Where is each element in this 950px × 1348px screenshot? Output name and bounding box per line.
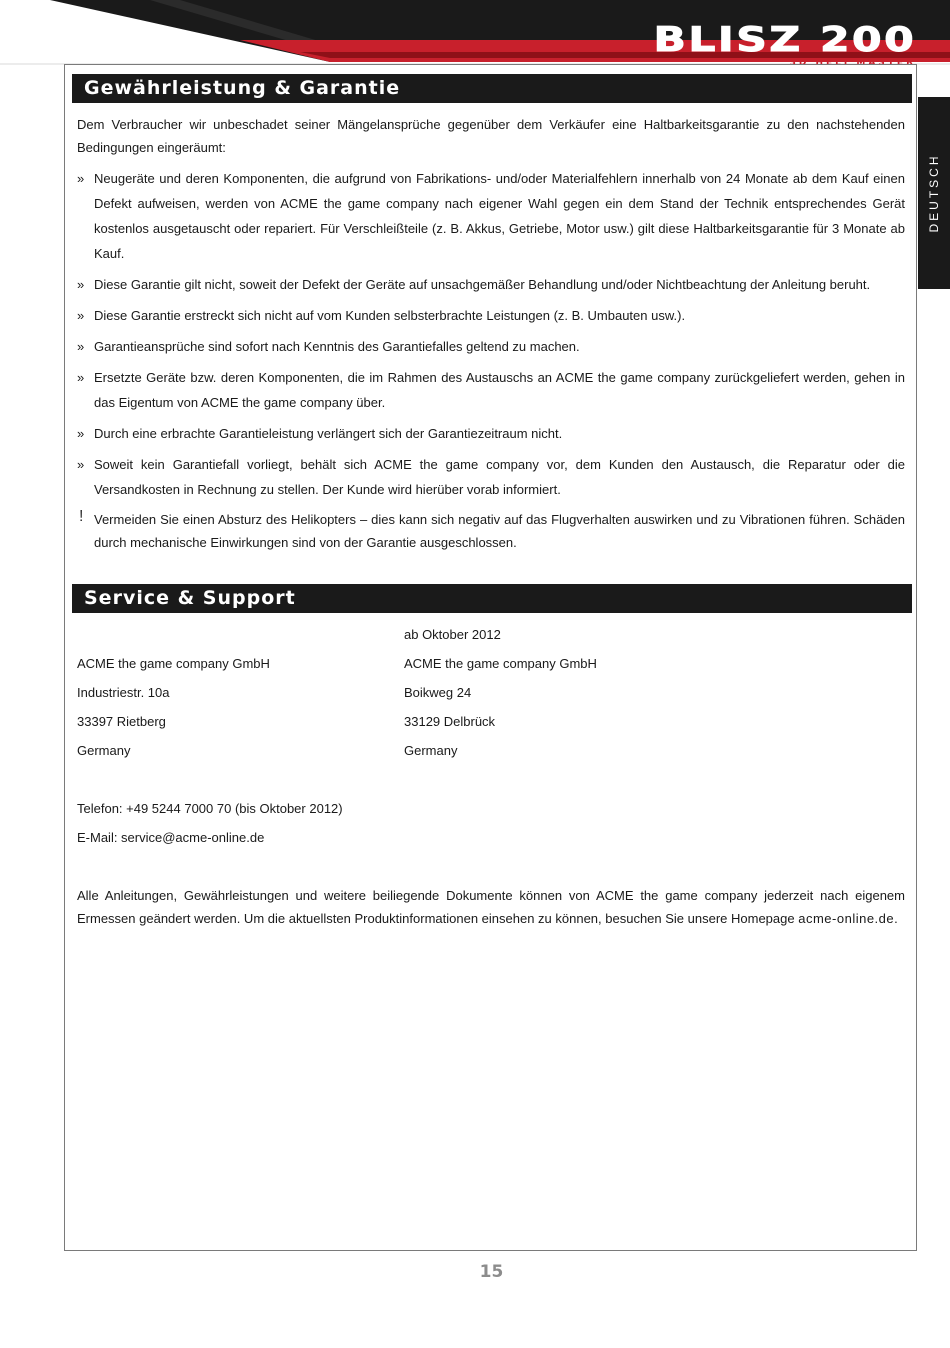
bullet-marker: » bbox=[77, 277, 85, 292]
warranty-bullets bbox=[77, 166, 905, 508]
language-tab bbox=[918, 97, 950, 289]
warning-icon: ! bbox=[79, 508, 84, 525]
list-item bbox=[77, 166, 905, 266]
bullet-marker: » bbox=[77, 308, 85, 323]
brand-logo bbox=[653, 20, 916, 68]
address-line: 33129 Delbrück bbox=[404, 714, 496, 729]
address-old bbox=[77, 649, 270, 765]
bullet-marker: » bbox=[77, 457, 85, 472]
bullet-text: Diese Garantie erstreckt sich nicht auf vom Kunden selbsterbrachte Leistungen (z. B. Umbauten usw.). bbox=[94, 308, 686, 323]
warranty-heading: Gewährleistung & Garantie bbox=[72, 74, 912, 103]
phone-line: Telefon: +49 5244 7000 70 (bis Oktober 2012) bbox=[77, 801, 343, 816]
address-line: ACME the game company GmbH bbox=[77, 656, 270, 671]
address-line: Boikweg 24 bbox=[404, 685, 472, 700]
list-item bbox=[77, 334, 905, 359]
list-item bbox=[77, 421, 905, 446]
service-notice bbox=[77, 884, 905, 930]
homepage-link[interactable]: acme-online.de. bbox=[798, 911, 899, 926]
list-item bbox=[77, 272, 905, 297]
warning-note bbox=[77, 508, 905, 554]
address-line: ACME the game company GmbH bbox=[404, 656, 597, 671]
email-line: E-Mail: service@acme-online.de bbox=[77, 830, 265, 845]
bullet-marker: » bbox=[77, 370, 85, 385]
bullet-marker: » bbox=[77, 339, 85, 354]
address-line: Industriestr. 10a bbox=[77, 685, 170, 700]
bullet-text: Diese Garantie gilt nicht, soweit der Defekt der Geräte auf unsachgemäßer Behandlung und/oder Nichtbeachtung der Anleitung beruht. bbox=[94, 277, 871, 292]
warning-text: Vermeiden Sie einen Absturz des Helikopters – dies kann sich negativ auf das Flugverhalten auswirken und zu Vibrationen führen. Schäden durch mechanische Einwirkungen sind von der Garantie ausgeschlossen. bbox=[94, 512, 905, 550]
address-new bbox=[404, 620, 597, 765]
logo-tagline: 3D HELI MASTER bbox=[789, 58, 916, 68]
page-number: 15 bbox=[479, 1262, 504, 1282]
address-line: 33397 Rietberg bbox=[77, 714, 166, 729]
list-item bbox=[77, 303, 905, 328]
warranty-intro: Dem Verbraucher wir unbeschadet seiner Mängelansprüche gegenüber dem Verkäufer eine Haltbarkeitsgarantie zu den nachstehenden Bedingungen eingeräumt: bbox=[77, 117, 905, 155]
bullet-text: Soweit kein Garantiefall vorliegt, behält sich ACME the game company vor, dem Kunden den Austausch, die Reparatur oder die Versandkosten in Rechnung zu stellen. Der Kunde wird hierüber vorab informiert. bbox=[94, 457, 905, 497]
bullet-text: Ersetzte Geräte bzw. deren Komponenten, die im Rahmen des Austauschs an ACME the game company zurückgeliefert werden, gehen in das Eigentum von ACME the game company über. bbox=[94, 370, 905, 410]
bullet-marker: » bbox=[77, 426, 85, 441]
notice-text: Alle Anleitungen, Gewährleistungen und weitere beiliegende Dokumente können von ACME the game company jederzeit nach eigenem Ermessen geändert werden. Um die aktuellsten Produktinformationen einsehen zu können, besuchen Sie unsere Homepage bbox=[77, 888, 905, 926]
list-item bbox=[77, 365, 905, 415]
address-heading: ab Oktober 2012 bbox=[404, 627, 501, 642]
address-line: Germany bbox=[404, 743, 458, 758]
bullet-marker: » bbox=[77, 171, 85, 186]
list-item bbox=[77, 452, 905, 502]
logo-text: BLISZ 200 bbox=[653, 20, 916, 60]
service-heading: Service & Support bbox=[72, 584, 912, 613]
bullet-text: Neugeräte und deren Komponenten, die aufgrund von Fabrikations- und/oder Materialfehlern innerhalb von 24 Monate ab dem Kauf einen Defekt aufweisen, werden von ACME the game company nach eigener Wahl gegen ein dem Stand der Technik entsprechendes Gerät kostenlos ausgetauscht oder repariert. Für Verschleißteile (z. B. Akkus, Getriebe, Motor usw.) gilt diese Haltbarkeitsgarantie für 3 Monate ab Kauf. bbox=[94, 171, 905, 261]
bullet-text: Durch eine erbrachte Garantieleistung verlängert sich der Garantiezeitraum nicht. bbox=[94, 426, 563, 441]
address-line: Germany bbox=[77, 743, 131, 758]
bullet-text: Garantieansprüche sind sofort nach Kenntnis des Garantiefalles geltend zu machen. bbox=[94, 339, 580, 354]
language-tab-label: DEUTSCH bbox=[927, 153, 941, 233]
